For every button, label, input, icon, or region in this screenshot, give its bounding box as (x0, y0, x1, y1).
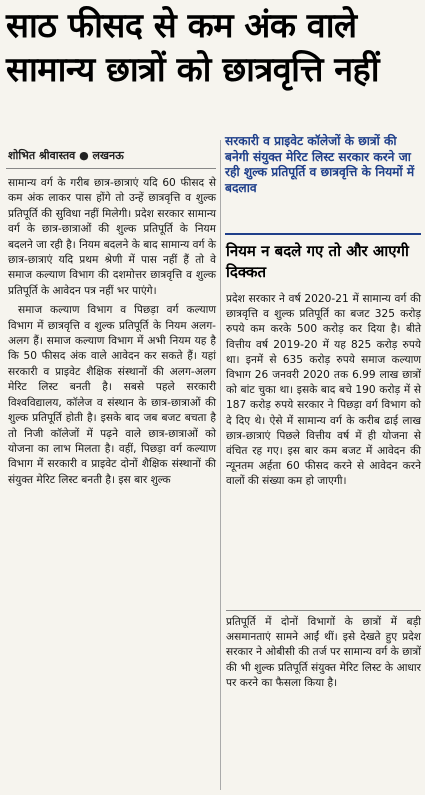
article-paragraph: सामान्य वर्ग के गरीब छात्र-छात्राएं यदि 60 फीसद से कम अंक लाकर पास होंगे तो उन्हें छात्रवृत्ति व शुल्क प्रतिपूर्ति की सुविधा नहीं मिलेगी। प्रदेश सरकार सामान्य वर्ग के छात्र-छात्राओं की शुल्क प्रतिपूर्ति के नियम बदलने जा रही है। नियम बदलने के बाद सामान्य वर्ग के छात्र-छात्राएं यदि प्रथम श्रेणी में पास नहीं हैं तो वे समाज कल्याण विभाग की दशमोत्तर छात्रवृत्ति व शुल्क प्रतिपूर्ति के आवेदन पत्र नहीं भर पाएंगे। (8, 177, 216, 297)
section-rule (226, 610, 421, 611)
byline-rule (6, 168, 216, 169)
article-paragraph: समाज कल्याण विभाग व पिछड़ा वर्ग कल्याण विभाग में छात्रवृत्ति व शुल्क प्रतिपूर्ति के नियम अलग-अलग हैं। समाज कल्याण विभाग में अभी नियम यह है कि 50 फीसद अंक वाले आवेदन कर सकते हैं। यहां सरकारी व प्राइवेट शैक्षिक संस्थानों की अलग-अलग मेरिट लिस्ट बनती है। सबसे पहले सरकारी विश्वविद्यालय, कॉलेज व संस्थान के छात्र-छात्राओं की शुल्क प्रतिपूर्ति होती है। इसके बाद जब बजट बचता है तो निजी कॉलेजों में पढ़ने वाले छात्र-छात्राओं को योजना का लाभ मिलता है। वहीं, पिछड़ा वर्ग कल्याण विभाग में सरकारी व प्राइवेट दोनों शैक्षिक संस्थानों की संयुक्त मेरिट लिस्ट बनती है। इस बार शुल्क (8, 304, 216, 486)
headline-line-2: सामान्य छात्रों को छात्रवृत्ति नहीं (6, 50, 379, 90)
subheading: नियम न बदले गए तो और आएगी दिक्कत (226, 242, 409, 281)
column-divider (220, 140, 221, 790)
article-paragraph: प्रदेश सरकार ने वर्ष 2020-21 में सामान्य वर्ग की छात्रवृत्ति व शुल्क प्रतिपूर्ति का बजट 325 करोड़ रुपये कम करके 500 करोड़ कर दिया है। बीते वित्तीय वर्ष 2019-20 में यह 825 करोड़ रुपये था। इनमें से 635 करोड़ रुपये समाज कल्याण विभाग 26 जनवरी 2020 तक 6.99 लाख छात्रों को बांट चुका था। इसके बाद बचे 190 करोड़ में से 187 करोड़ रुपये सरकार ने पिछड़ा वर्ग विभाग को दे दिए थे। ऐसे में सामान्य वर्ग के करीब ढाई लाख छात्र-छात्राएं पिछले वित्तीय वर्ष में ही योजना से वंचित रह गए। इस बार कम बजट में आवेदन की न्यूनतम अर्हता 60 फीसद करने से आवेदन करने वालों की संख्या कम हो जाएगी। (226, 293, 421, 488)
article-left-column (8, 176, 216, 492)
headline-line-1: साठ फीसद से कम अंक वाले (6, 6, 357, 46)
highlight-blurb: सरकारी व प्राइवेट कॉलेजों के छात्रों की बनेगी संयुक्त मेरिट लिस्ट सरकार करने जा रही शुल्क प्रतिपूर्ति व छात्रवृत्ति के नियमों में बदलाव (225, 134, 415, 195)
article-paragraph: प्रतिपूर्ति में दोनों विभागों के छात्रों में बड़ी असमानताएं सामने आईं थीं। इसे देखते हुए प्रदेश सरकार ने ओबीसी की तर्ज पर सामान्य वर्ग के छात्रों की भी शुल्क प्रतिपूर्ति संयुक्त मेरिट लिस्ट के आधार पर करने का फैसला किया है। (226, 616, 421, 689)
byline: शोभित श्रीवास्तव ● लखनऊ (8, 149, 124, 162)
blurb-underline (225, 233, 421, 235)
article-right-column-continued (226, 615, 421, 691)
article-right-column (226, 292, 421, 490)
